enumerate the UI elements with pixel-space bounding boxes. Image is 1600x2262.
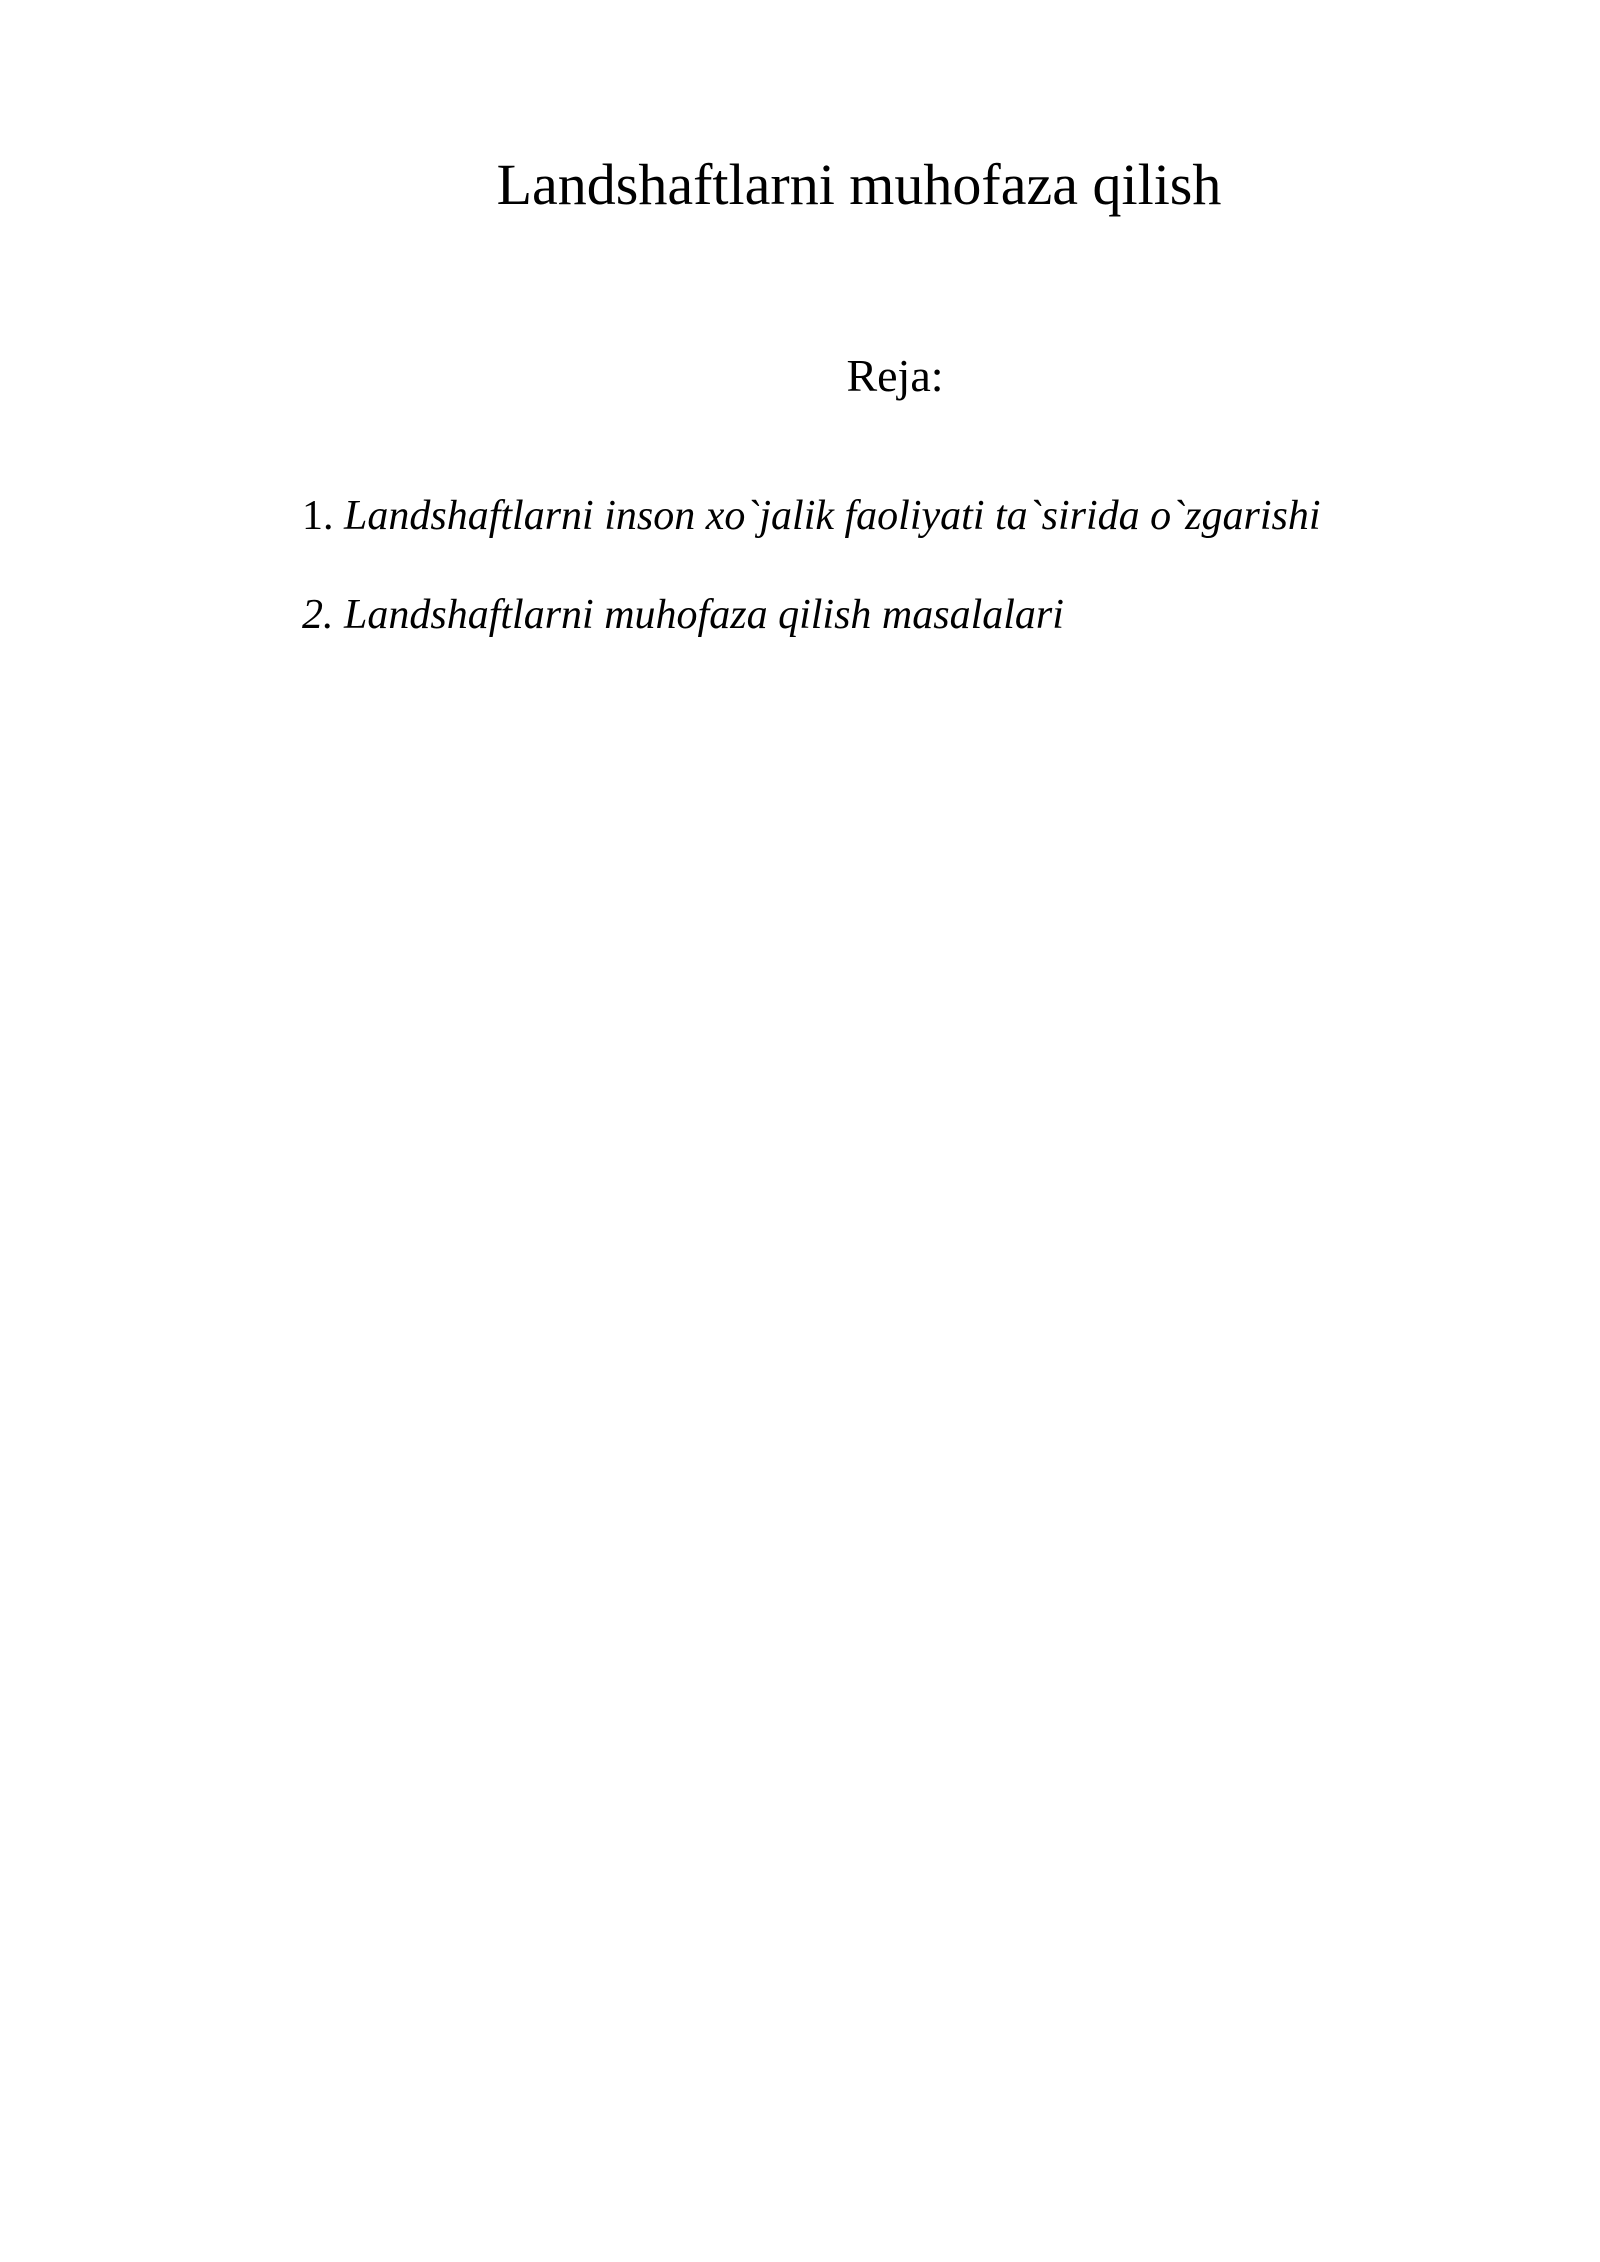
plan-item-text: Landshaftlarni inson xo`jalik faoliyati ta`sirida o`zgarishi <box>344 493 1321 539</box>
plan-list <box>302 490 1321 688</box>
plan-heading: Reja: <box>846 350 944 401</box>
document-title: Landshaftlarni muhofaza qilish <box>496 152 1222 217</box>
plan-item <box>302 490 1321 542</box>
plan-item <box>302 589 1321 641</box>
plan-item-text: Landshaftlarni muhofaza qilish masalalari <box>344 592 1064 638</box>
plan-item-number: 2. <box>302 592 334 638</box>
plan-item-number: 1. <box>302 493 334 539</box>
